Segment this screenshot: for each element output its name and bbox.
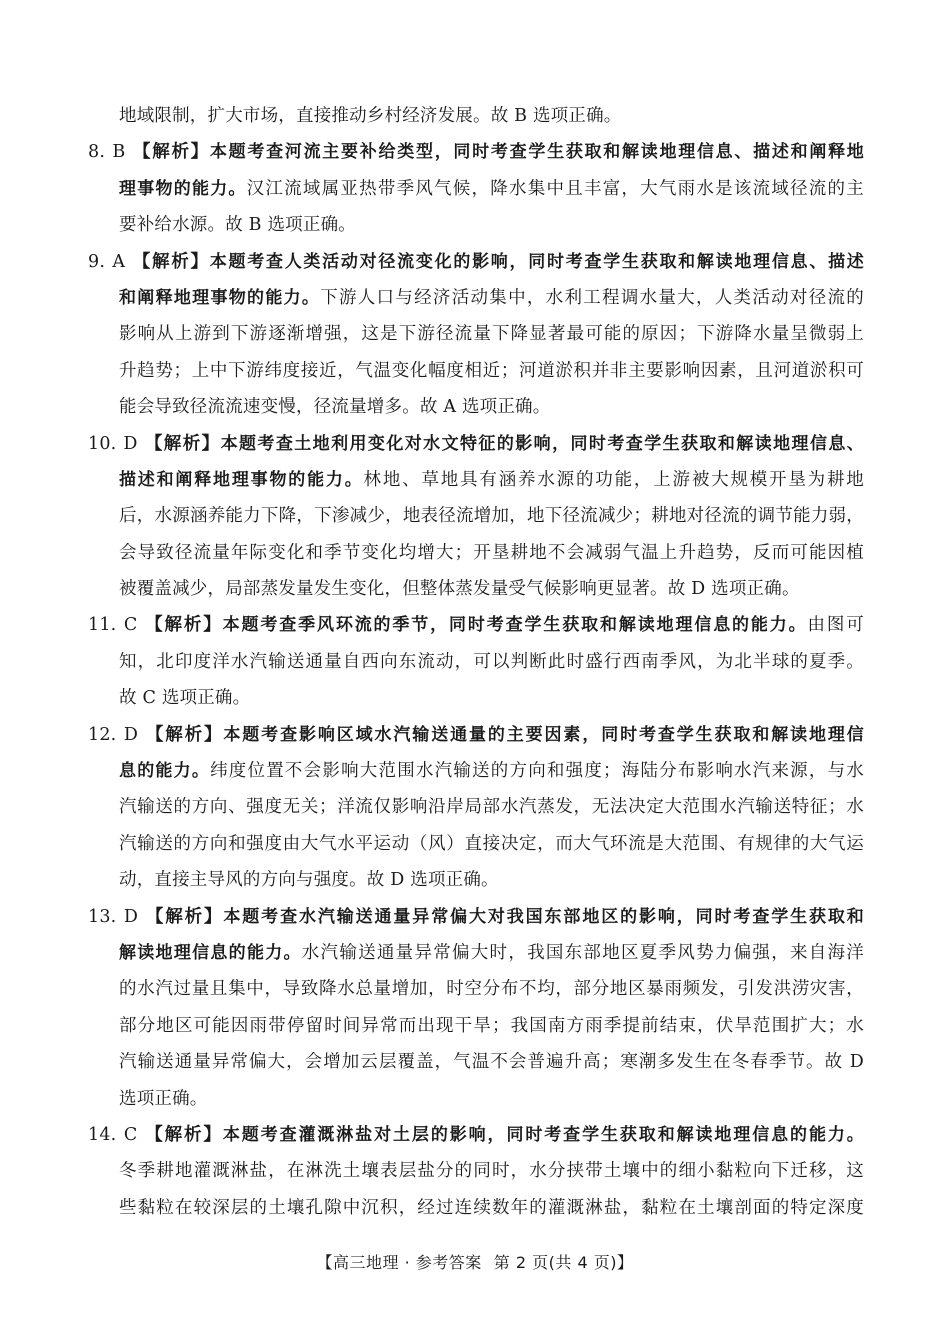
answer-text: 能会导致径流流速变慢，径流量增多。故 A 选项正确。 [119, 397, 551, 418]
answer-line [88, 207, 864, 243]
answer-text: 水汽输送通量异常偏大时，我国东部地区夏季风势力偏强，来自海洋 [301, 942, 864, 963]
analysis-tag: 【解析】 [144, 906, 224, 927]
answer-first-line [88, 244, 864, 280]
continuation-line [88, 98, 864, 134]
analysis-tag: 【解析】 [144, 724, 224, 745]
answer-line [88, 571, 864, 607]
answer-item-13 [88, 899, 864, 1117]
answer-item-11 [88, 607, 864, 716]
answer-item-12 [88, 717, 864, 899]
answer-text: 会导致径流量年际变化和季节变化均增大；开垦耕地不会减弱气温上升趋势，反而可能因植 [119, 542, 864, 563]
answer-line [88, 353, 864, 389]
analysis-tag: 【解析】 [143, 433, 221, 454]
answer-line [88, 826, 864, 862]
answer-first-line [88, 426, 864, 462]
answer-line [88, 498, 864, 534]
question-number: 12. D [88, 724, 139, 745]
answer-line [88, 171, 864, 207]
analysis-tag: 【解析】 [131, 251, 210, 272]
page-footer [0, 1250, 950, 1273]
answer-first-line [88, 717, 864, 753]
answer-text: 纬度位置不会影响大范围水汽输送的方向和强度；海陆分布影响水汽来源，与水 [210, 761, 864, 782]
answer-text: 下游人口与经济活动集中，水利工程调水量大，人类活动对径流的 [320, 287, 864, 308]
analysis-lead-end: 描述和阐释地理事物的能力。 [119, 469, 364, 490]
answer-line [88, 644, 864, 680]
analysis-tag: 【解析】 [131, 142, 210, 163]
answer-text: 故 C 选项正确。 [119, 688, 251, 709]
answer-line [88, 789, 864, 825]
answer-text: 由图可 [807, 615, 864, 636]
answer-item-8 [88, 134, 864, 243]
analysis-lead-end: 息的能力。 [119, 761, 211, 782]
analysis-lead: 本题考查灌溉淋盐对土层的影响，同时考查学生获取和解读地理信息的能力。 [222, 1124, 864, 1145]
answer-text: 汽输送通量异常偏大，会增加云层覆盖，气温不会普遍升高；寒潮多发生在冬春季节。故 D [119, 1052, 864, 1073]
answer-text: 要补给水源。故 B 选项正确。 [119, 215, 356, 236]
answer-text: 被覆盖减少，局部蒸发量发生变化，但整体蒸发量受气候影响更显著。故 D 选项正确。 [119, 579, 800, 600]
answer-line [88, 389, 864, 425]
answer-text: 影响从上游到下游逐渐增强，这是下游径流量下降显著最可能的原因；下游降水量呈微弱上 [119, 324, 864, 345]
analysis-lead-end: 理事物的能力。 [119, 178, 247, 199]
answer-text: 的水汽过量且集中，导致降水总量增加，时空分布不均，部分地区暴雨频发，引发洪涝灾害， [119, 979, 864, 1000]
analysis-lead-end: 解读地理信息的能力。 [119, 942, 302, 963]
answer-item-9 [88, 244, 864, 426]
analysis-lead-end: 和阐释地理事物的能力。 [119, 287, 321, 308]
answer-first-line [88, 1117, 864, 1153]
question-number: 11. C [88, 615, 138, 636]
analysis-lead: 本题考查影响区域水汽输送通量的主要因素，同时考查学生获取和解读地理信 [223, 724, 864, 745]
answer-line [88, 316, 864, 352]
answer-line [88, 1008, 864, 1044]
question-number: 13. D [88, 906, 139, 927]
answer-text: 动，直接主导风的方向与强度。故 D 选项正确。 [119, 870, 499, 891]
answer-text: 些黏粒在较深层的土壤孔隙中沉积，经过连续数年的灌溉淋盐，黏粒在土壤剖面的特定深度 [119, 1197, 864, 1218]
footer-title: 【高三地理 · 参考答案 [316, 1253, 482, 1272]
answer-line [88, 971, 864, 1007]
answer-line [88, 1081, 864, 1117]
answer-text: 林地、草地具有涵养水源的功能，上游被大规模开垦为耕地 [363, 469, 864, 490]
question-number: 10. D [88, 433, 138, 454]
question-number: 14. C [88, 1124, 138, 1145]
answer-text: 冬季耕地灌溉淋盐，在淋洗土壤表层盐分的同时，水分挟带土壤中的细小黏粒向下迁移，这 [119, 1161, 864, 1182]
answer-text: 升趋势；上中下游纬度接近，气温变化幅度相近；河道淤积并非主要影响因素，且河道淤积可 [119, 360, 864, 381]
answer-line [88, 535, 864, 571]
analysis-lead: 本题考查土地利用变化对水文特征的影响，同时考查学生获取和解读地理信息、 [220, 433, 864, 454]
answer-text: 知，北印度洋水汽输送通量自西向东流动，可以判断此时盛行西南季风，为北半球的夏季。 [119, 651, 864, 672]
answer-line [88, 680, 864, 716]
analysis-lead: 本题考查水汽输送通量异常偏大对我国东部地区的影响，同时考查学生获取和 [223, 906, 864, 927]
answer-content [88, 98, 864, 1226]
answer-line [88, 1044, 864, 1080]
answer-text: 汽输送的方向、强度无关；洋流仅影响沿岸局部水汽蒸发，无法决定大范围水汽输送特征；水 [119, 797, 864, 818]
analysis-lead: 本题考查季风环流的季节，同时考查学生获取和解读地理信息的能力。 [222, 615, 808, 636]
answer-line [88, 753, 864, 789]
question-number: 8. B [88, 142, 126, 163]
question-number: 9. A [88, 251, 126, 272]
answer-line [88, 280, 864, 316]
answer-line [88, 1153, 864, 1189]
analysis-lead: 本题考查河流主要补给类型，同时考查学生获取和解读地理信息、描述和阐释地 [209, 142, 864, 163]
footer-page-number: 第 2 页(共 4 页)】 [493, 1253, 634, 1272]
answer-first-line [88, 607, 864, 643]
answer-line [88, 462, 864, 498]
answer-text: 选项正确。 [119, 1088, 208, 1109]
analysis-lead: 本题考查人类活动对径流变化的影响，同时考查学生获取和解读地理信息、描述 [209, 251, 864, 272]
answer-first-line [88, 899, 864, 935]
answer-first-line [88, 134, 864, 170]
analysis-tag: 【解析】 [143, 615, 223, 636]
answer-line [88, 935, 864, 971]
answer-line [88, 862, 864, 898]
answer-text: 汽输送的方向和强度由大气水平运动（风）直接决定，而大气环流是大范围、有规律的大气运 [119, 833, 864, 854]
answer-text: 后，水源涵养能力下降，下渗减少，地表径流增加，地下径流减少；耕地对径流的调节能力弱， [119, 506, 864, 527]
continuation-text: 地域限制，扩大市场，直接推动乡村经济发展。故 B 选项正确。 [119, 106, 622, 126]
answer-text: 汉江流域属亚热带季风气候，降水集中且丰富，大气雨水是该流域径流的主 [246, 178, 864, 199]
answer-line [88, 1190, 864, 1226]
answer-text: 部分地区可能因雨带停留时间异常而出现干旱；我国南方雨季提前结束，伏旱范围扩大；水 [119, 1015, 864, 1036]
analysis-tag: 【解析】 [143, 1124, 223, 1145]
answer-item-10 [88, 426, 864, 608]
answer-item-14 [88, 1117, 864, 1226]
